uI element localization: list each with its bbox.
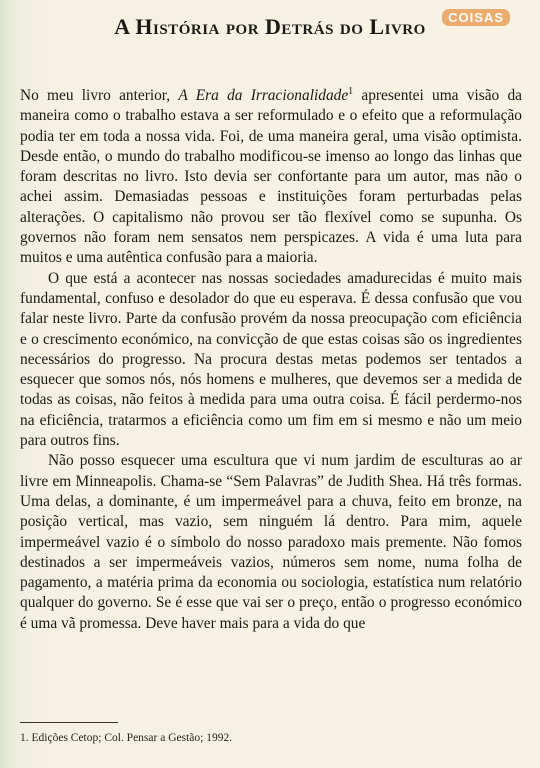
- paragraph-2: O que está a acontecer nas nossas sociedades amadurecidas é muito mais fundamental, confuso e desolador do que eu esperava. É dessa confusão que vou falar neste livro. Parte da confusão provém da nossa preocupação com eficiência e o crescimento económico, na convicção de que estas coisas são os ingredientes necessários do progresso. Na procura destas metas podemos ser tentados a esquecer que somos nós, nós homens e mulheres, que devemos ser a medida de todas as coisas, não feitos à medida para uma outra coisa. É fácil perdermo-nos na eficiência, tratarmos a eficiência como um fim em si mesmo e não um meio para outros fins.: [20, 269, 522, 450]
- paragraph-1-rest: apresentei uma visão da maneira como o trabalho estava a ser reformulado e o efeito que a reformulação podia ter em toda a nossa vida. Foi, de uma maneira geral, uma visão optimista. Desde então, o mundo do trabalho modificou-se imenso ao longo das linhas que foram descritas no livro. Isto devia ser confortante para um autor, mas não o achei assim. Demasiadas pessoas e instituições foram perturbadas pelas alterações. O capitalismo não provou ser tão flexível como se supunha. Os governos não foram nem sensatos nem perspicazes. A vida é uma luta para muitos e uma autêntica confusão para a maioria.: [20, 87, 522, 267]
- chapter-heading: A História por Detrás do Livro: [114, 14, 426, 39]
- book-title: A Era da Irracionalidade: [178, 87, 349, 104]
- footnote: 1. Edições Cetop; Col. Pensar a Gestão; 1992.: [20, 732, 233, 744]
- paragraph-3: Não posso esquecer uma escultura que vi num jardim de esculturas ao ar livre em Minneapolis. Chama-se “Sem Palavras” de Judith Shea. Há três formas. Uma delas, a dominante, é um impermeável para a chuva, feito em bronze, na posição vertical, mas vazio, sem ninguém lá dentro. Para mim, aquele impermeável vazio é o símbolo do nosso paradoxo mais premente. Não fomos destinados a ser impermeáveis vazios, números sem nome, numa folha de pagamento, a matéria prima da economia ou sociologia, estatística num relatório qualquer do governo. Se é esse que vai ser o preço, então o progresso económico é uma vã promessa. Deve haver mais para a vida do que: [20, 452, 522, 632]
- paragraph-1-lead: No meu livro anterior,: [20, 87, 179, 104]
- footnote-divider: [20, 722, 118, 723]
- footnote-ref[interactable]: 1: [348, 86, 354, 97]
- coisas-logo: COISAS: [442, 9, 510, 26]
- body-text: [20, 86, 522, 634]
- paragraph-1: [20, 86, 522, 269]
